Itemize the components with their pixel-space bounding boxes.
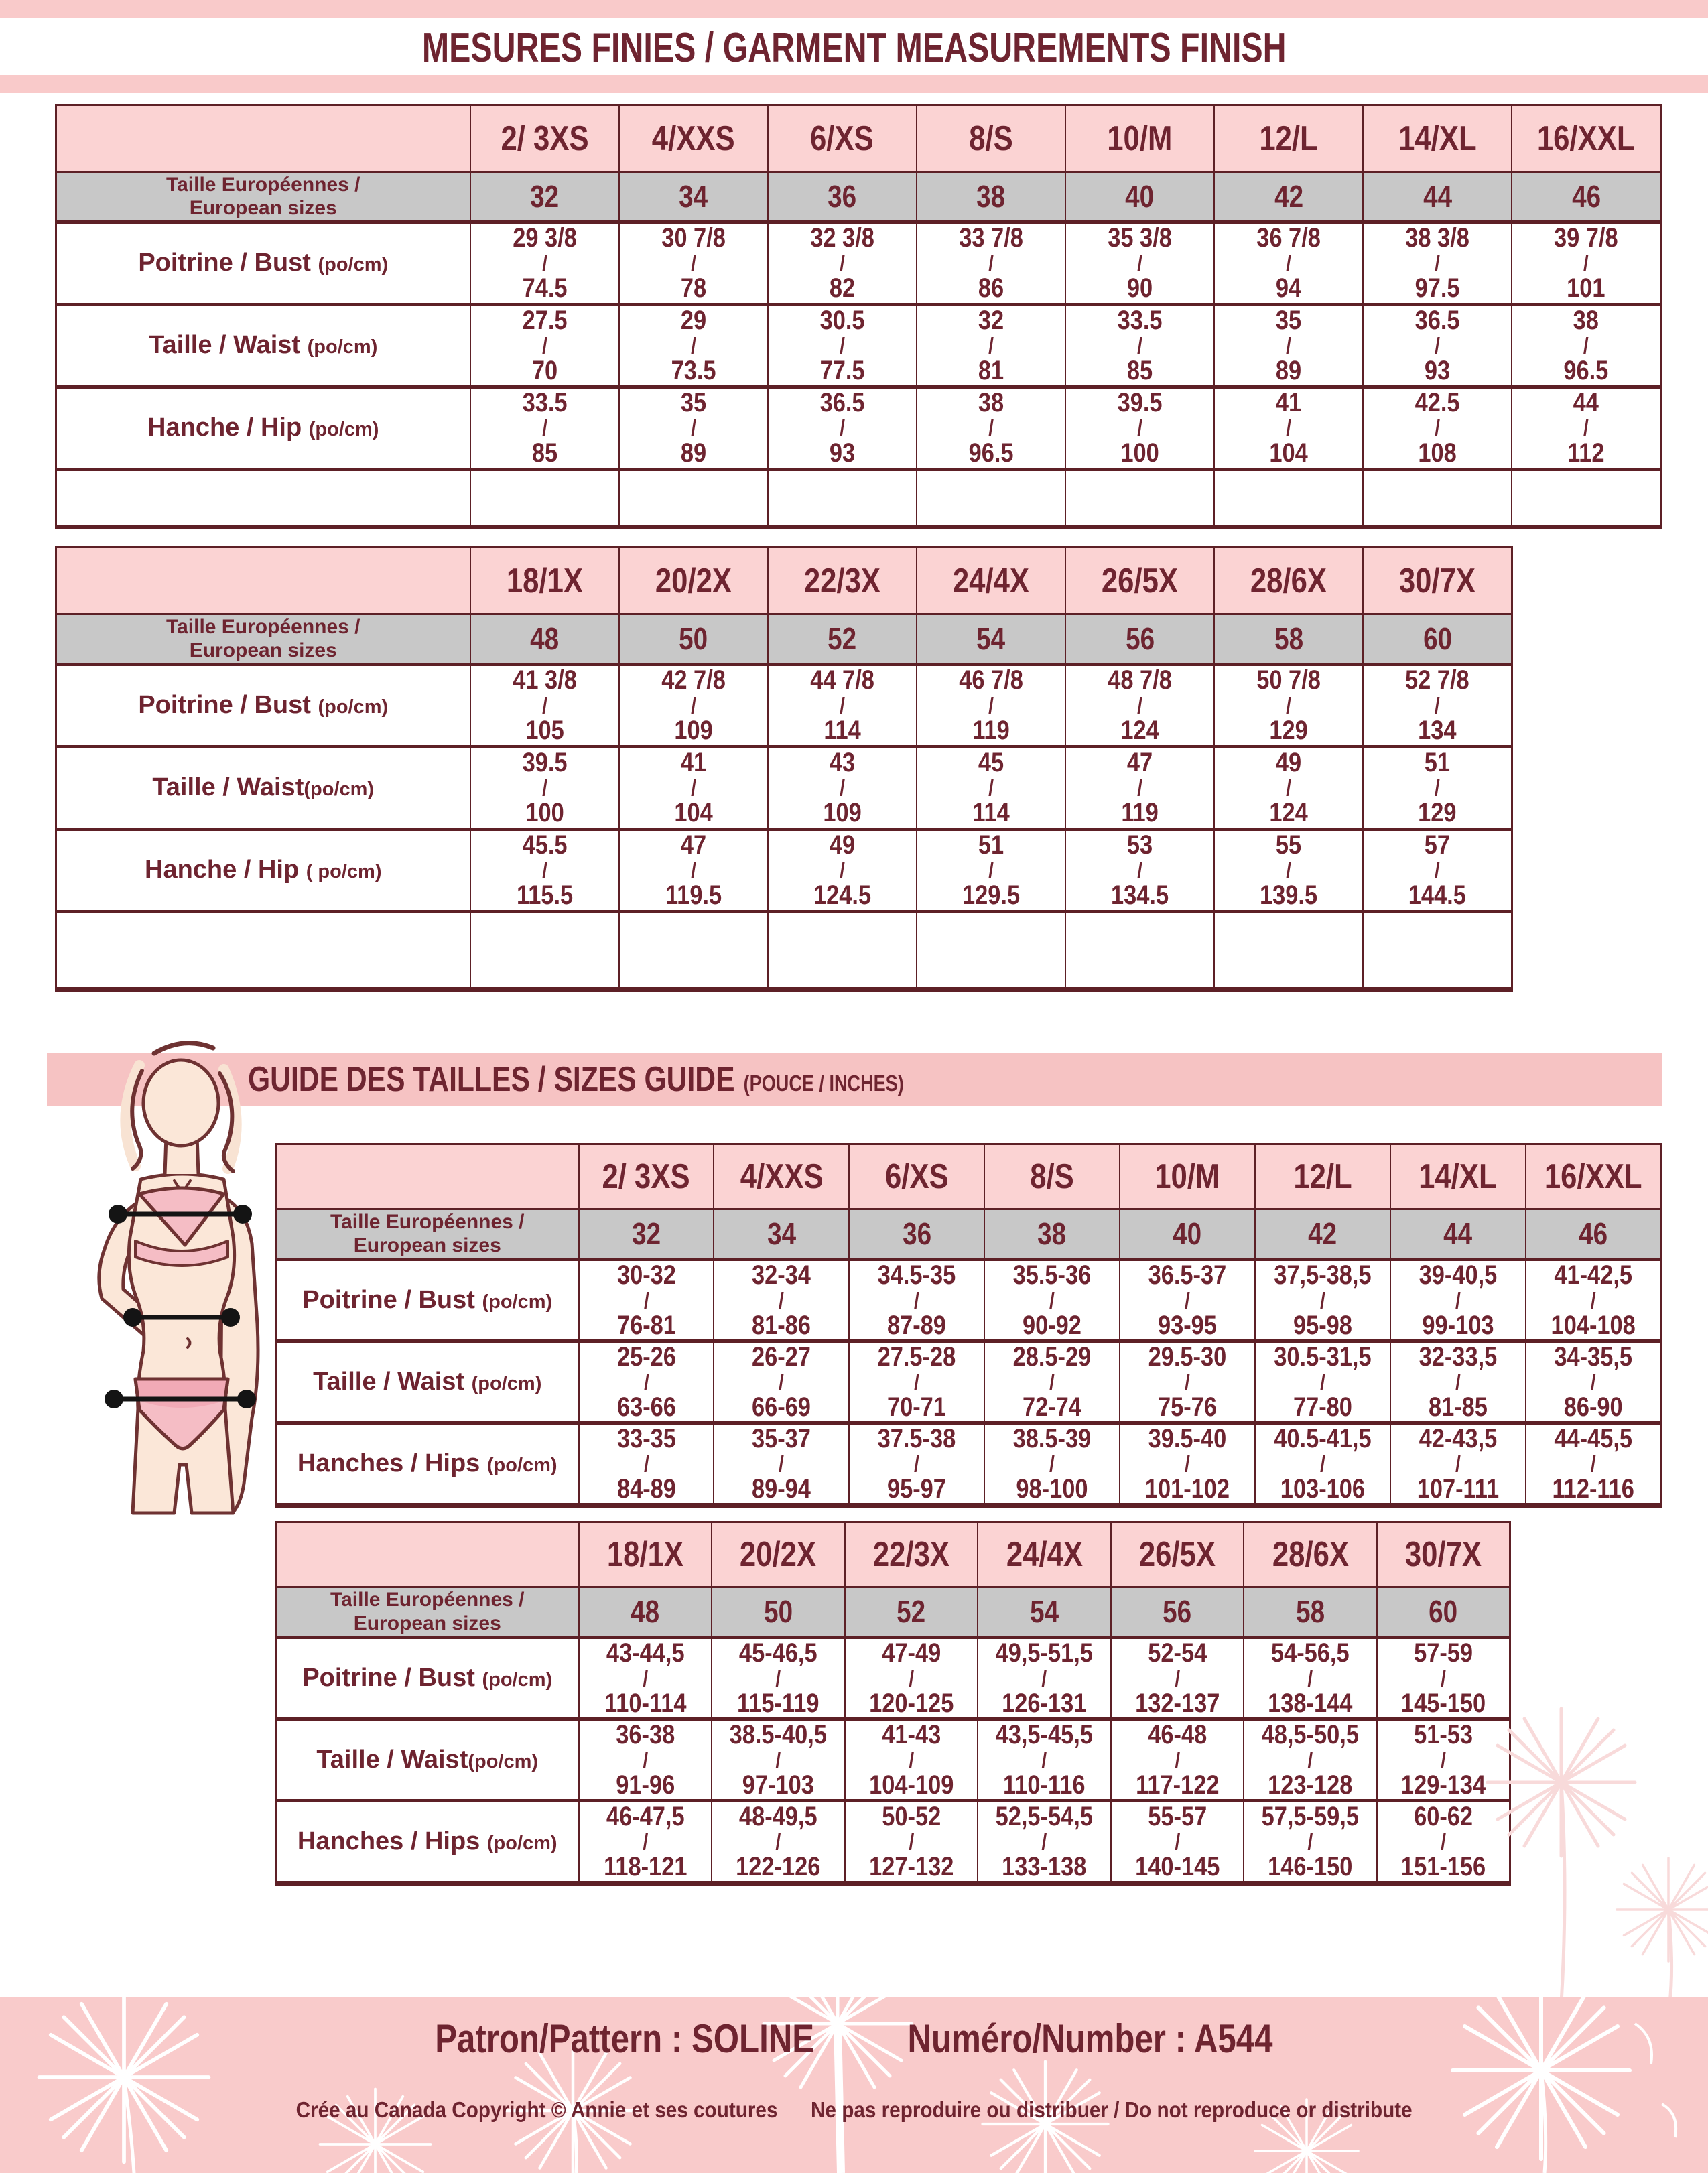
measurement-value-cell: 34-35,5 / 86-90 <box>1526 1341 1661 1423</box>
euro-size-cell: 34 <box>619 172 768 222</box>
euro-size-cell: 48 <box>470 614 619 665</box>
measurement-value-cell: 44 7/8 / 114 <box>768 664 917 746</box>
size-header-cell: 20/2X <box>712 1522 845 1587</box>
measurement-value-cell: 53 / 134.5 <box>1065 829 1214 911</box>
measurement-value-cell: 43,5-45,5 / 110-116 <box>978 1719 1111 1800</box>
measurement-value-cell: 36 7/8 / 94 <box>1214 222 1363 304</box>
copyright-text: Crée au Canada Copyright © Annie et ses coutures <box>295 2097 778 2122</box>
empty-cell <box>917 911 1065 989</box>
euro-size-cell: 60 <box>1377 1587 1510 1638</box>
measurement-value-cell: 32 / 81 <box>917 304 1065 387</box>
empty-cell <box>1065 469 1214 527</box>
sizes-guide-unit-text: (POUCE / INCHES) <box>743 1071 904 1096</box>
size-header-cell: 30/7X <box>1363 547 1512 614</box>
size-header-cell: 26/5X <box>1111 1522 1244 1587</box>
empty-cell <box>619 469 768 527</box>
empty-row <box>56 469 1661 527</box>
size-header-cell: 8/S <box>984 1144 1120 1209</box>
measurement-value-cell: 39.5 / 100 <box>1065 387 1214 469</box>
document-title <box>0 24 1708 72</box>
measurement-label-cell: Poitrine / Bust (po/cm) <box>56 222 470 304</box>
measurement-value-cell: 44 / 112 <box>1512 387 1660 469</box>
euro-size-cell: 32 <box>579 1209 714 1260</box>
dandelion-decoration-pale <box>1461 1689 1708 2003</box>
size-header-cell: 24/4X <box>978 1522 1111 1587</box>
size-header-cell: 22/3X <box>768 547 917 614</box>
measurement-value-cell: 42-43,5 / 107-111 <box>1390 1423 1526 1505</box>
euro-size-cell: 34 <box>714 1209 849 1260</box>
empty-cell <box>1363 469 1512 527</box>
european-sizes-row <box>56 172 1661 222</box>
euro-size-cell: 36 <box>768 172 917 222</box>
size-header-cell: 16/XXL <box>1512 105 1660 172</box>
euro-size-cell: 54 <box>917 614 1065 665</box>
measurement-row-waist <box>56 304 1661 387</box>
size-header-cell: 14/XL <box>1363 105 1512 172</box>
copyright-line <box>0 2097 1708 2123</box>
measurement-value-cell: 40.5-41,5 / 103-106 <box>1255 1423 1390 1505</box>
size-header-cell: 4/XXS <box>619 105 768 172</box>
measurement-value-cell: 48 7/8 / 124 <box>1065 664 1214 746</box>
euro-size-cell: 44 <box>1363 172 1512 222</box>
measurement-value-cell: 39-40,5 / 99-103 <box>1390 1259 1526 1341</box>
measurement-value-cell: 32 3/8 / 82 <box>768 222 917 304</box>
size-header-cell: 10/M <box>1120 1144 1255 1209</box>
size-header-cell: 20/2X <box>619 547 768 614</box>
euro-size-cell: 40 <box>1120 1209 1255 1260</box>
size-header-cell: 6/XS <box>849 1144 984 1209</box>
sizes-guide-table-sizes-18-30 <box>275 1521 1511 1886</box>
measurement-label-cell: Poitrine / Bust (po/cm) <box>276 1637 579 1719</box>
measurement-label-cell: Taille / Waist (po/cm) <box>56 304 470 387</box>
euro-size-cell: 42 <box>1214 172 1363 222</box>
empty-cell <box>768 911 917 989</box>
measurement-value-cell: 37.5-38 / 95-97 <box>849 1423 984 1505</box>
measurement-row-bust <box>56 664 1512 746</box>
empty-cell <box>768 469 917 527</box>
measurement-value-cell: 41-42,5 / 104-108 <box>1526 1259 1661 1341</box>
measurement-value-cell: 60-62 / 151-156 <box>1377 1800 1510 1883</box>
size-header-cell: 28/6X <box>1214 547 1363 614</box>
finished-measurements-table-sizes-18-30 <box>55 546 1513 992</box>
measurement-value-cell: 34.5-35 / 87-89 <box>849 1259 984 1341</box>
measurement-value-cell: 33 7/8 / 86 <box>917 222 1065 304</box>
measurement-value-cell: 52 7/8 / 134 <box>1363 664 1512 746</box>
measurement-value-cell: 55 / 139.5 <box>1214 829 1363 911</box>
measurement-value-cell: 47 / 119.5 <box>619 829 768 911</box>
corner-cell <box>276 1144 579 1209</box>
measurement-value-cell: 39 7/8 / 101 <box>1512 222 1660 304</box>
measurement-value-cell: 49 / 124 <box>1214 746 1363 829</box>
measurement-value-cell: 51-53 / 129-134 <box>1377 1719 1510 1800</box>
empty-cell <box>1214 911 1363 989</box>
euro-label-cell: Taille Européennes / European sizes <box>276 1587 579 1638</box>
measurement-value-cell: 46 7/8 / 119 <box>917 664 1065 746</box>
measurement-value-cell: 41 3/8 / 105 <box>470 664 619 746</box>
european-sizes-row <box>276 1587 1510 1638</box>
measurement-value-cell: 27.5 / 70 <box>470 304 619 387</box>
measurement-row-waist <box>276 1341 1661 1423</box>
measurement-value-cell: 39.5-40 / 101-102 <box>1120 1423 1255 1505</box>
euro-size-cell: 52 <box>768 614 917 665</box>
euro-size-cell: 60 <box>1363 614 1512 665</box>
body-measurement-figure <box>75 1036 296 1521</box>
measurement-row-waist <box>276 1719 1510 1800</box>
empty-cell <box>1214 469 1363 527</box>
measurement-row-hips <box>276 1423 1661 1505</box>
measurement-value-cell: 51 / 129.5 <box>917 829 1065 911</box>
measurement-value-cell: 28.5-29 / 72-74 <box>984 1341 1120 1423</box>
measurement-value-cell: 47 / 119 <box>1065 746 1214 829</box>
size-header-cell: 18/1X <box>470 547 619 614</box>
corner-cell <box>56 105 470 172</box>
measurement-value-cell: 35 / 89 <box>619 387 768 469</box>
measurement-value-cell: 36.5 / 93 <box>768 387 917 469</box>
title-underline-bar <box>0 75 1708 93</box>
measurement-value-cell: 32-34 / 81-86 <box>714 1259 849 1341</box>
footer-band <box>0 1997 1708 2173</box>
size-header-cell: 30/7X <box>1377 1522 1510 1587</box>
empty-cell <box>56 469 470 527</box>
measurement-value-cell: 33-35 / 84-89 <box>579 1423 714 1505</box>
measurement-value-cell: 35-37 / 89-94 <box>714 1423 849 1505</box>
european-sizes-row <box>56 614 1512 665</box>
measurement-value-cell: 38 / 96.5 <box>917 387 1065 469</box>
measurement-value-cell: 39.5 / 100 <box>470 746 619 829</box>
measurement-value-cell: 38 3/8 / 97.5 <box>1363 222 1512 304</box>
measurement-value-cell: 33.5 / 85 <box>470 387 619 469</box>
euro-size-cell: 50 <box>712 1587 845 1638</box>
measurement-value-cell: 38.5-39 / 98-100 <box>984 1423 1120 1505</box>
euro-size-cell: 50 <box>619 614 768 665</box>
measurement-row-hips <box>276 1800 1510 1883</box>
measurement-value-cell: 50 7/8 / 129 <box>1214 664 1363 746</box>
measurement-value-cell: 49 / 124.5 <box>768 829 917 911</box>
measurement-value-cell: 57-59 / 145-150 <box>1377 1637 1510 1719</box>
measurement-value-cell: 52,5-54,5 / 133-138 <box>978 1800 1111 1883</box>
measurement-label-cell: Hanche / Hip (po/cm) <box>56 387 470 469</box>
measurement-value-cell: 42.5 / 108 <box>1363 387 1512 469</box>
measurement-row-waist <box>56 746 1512 829</box>
size-header-cell: 18/1X <box>579 1522 712 1587</box>
measurement-value-cell: 45-46,5 / 115-119 <box>712 1637 845 1719</box>
size-header-row <box>276 1522 1510 1587</box>
pattern-name-text: Patron/Pattern : SOLINE <box>435 2016 815 2061</box>
measurement-value-cell: 52-54 / 132-137 <box>1111 1637 1244 1719</box>
measurement-value-cell: 25-26 / 63-66 <box>579 1341 714 1423</box>
euro-label-cell: Taille Européennes / European sizes <box>56 614 470 665</box>
euro-size-cell: 44 <box>1390 1209 1526 1260</box>
size-header-row <box>276 1144 1661 1209</box>
measurement-value-cell: 43 / 109 <box>768 746 917 829</box>
euro-size-cell: 58 <box>1244 1587 1377 1638</box>
measurement-label-cell: Hanche / Hip ( po/cm) <box>56 829 470 911</box>
measurement-value-cell: 54-56,5 / 138-144 <box>1244 1637 1377 1719</box>
measurement-label-cell: Taille / Waist(po/cm) <box>276 1719 579 1800</box>
euro-size-cell: 32 <box>470 172 619 222</box>
size-header-cell: 24/4X <box>917 547 1065 614</box>
document-title-text: MESURES FINIES / GARMENT MEASUREMENTS FINISH <box>421 25 1287 71</box>
euro-size-cell: 38 <box>984 1209 1120 1260</box>
measurement-value-cell: 57 / 144.5 <box>1363 829 1512 911</box>
size-header-cell: 22/3X <box>845 1522 978 1587</box>
measurement-label-cell: Taille / Waist(po/cm) <box>56 746 470 829</box>
euro-label-cell: Taille Européennes / European sizes <box>276 1209 579 1260</box>
euro-label-cell: Taille Européennes / European sizes <box>56 172 470 222</box>
measurement-value-cell: 36-38 / 91-96 <box>579 1719 712 1800</box>
euro-size-cell: 56 <box>1065 614 1214 665</box>
european-sizes-row <box>276 1209 1661 1260</box>
measurement-value-cell: 50-52 / 127-132 <box>845 1800 978 1883</box>
empty-cell <box>470 469 619 527</box>
measurement-row-hip <box>56 829 1512 911</box>
euro-size-cell: 40 <box>1065 172 1214 222</box>
euro-size-cell: 46 <box>1512 172 1660 222</box>
measurement-figure-illustration <box>75 1036 296 1521</box>
size-header-cell: 2/ 3XS <box>579 1144 714 1209</box>
measurement-row-bust <box>56 222 1661 304</box>
size-header-cell: 26/5X <box>1065 547 1214 614</box>
measurement-value-cell: 42 7/8 / 109 <box>619 664 768 746</box>
measurement-value-cell: 29.5-30 / 75-76 <box>1120 1341 1255 1423</box>
measurement-label-cell: Taille / Waist (po/cm) <box>276 1341 579 1423</box>
size-header-row <box>56 547 1512 614</box>
measurement-value-cell: 57,5-59,5 / 146-150 <box>1244 1800 1377 1883</box>
measurement-label-cell: Hanches / Hips (po/cm) <box>276 1800 579 1883</box>
empty-cell <box>1065 911 1214 989</box>
euro-size-cell: 36 <box>849 1209 984 1260</box>
measurement-row-hip <box>56 387 1661 469</box>
measurement-value-cell: 38 / 96.5 <box>1512 304 1660 387</box>
measurement-value-cell: 38.5-40,5 / 97-103 <box>712 1719 845 1800</box>
measurement-value-cell: 36.5-37 / 93-95 <box>1120 1259 1255 1341</box>
measurement-value-cell: 48,5-50,5 / 123-128 <box>1244 1719 1377 1800</box>
no-reproduce-text: Ne pas reproduire ou distribuer / Do not reproduce or distribute <box>810 2097 1413 2122</box>
size-header-cell: 12/L <box>1255 1144 1390 1209</box>
measurement-value-cell: 33.5 / 85 <box>1065 304 1214 387</box>
measurement-value-cell: 35 3/8 / 90 <box>1065 222 1214 304</box>
empty-cell <box>56 911 470 989</box>
measurement-label-cell: Poitrine / Bust (po/cm) <box>276 1259 579 1341</box>
measurement-label-cell: Hanches / Hips (po/cm) <box>276 1423 579 1505</box>
measurement-value-cell: 30.5 / 77.5 <box>768 304 917 387</box>
size-header-cell: 16/XXL <box>1526 1144 1661 1209</box>
corner-cell <box>276 1522 579 1587</box>
measurement-value-cell: 44-45,5 / 112-116 <box>1526 1423 1661 1505</box>
measurement-value-cell: 49,5-51,5 / 126-131 <box>978 1637 1111 1719</box>
size-header-cell: 6/XS <box>768 105 917 172</box>
measurement-value-cell: 41-43 / 104-109 <box>845 1719 978 1800</box>
empty-row <box>56 911 1512 989</box>
measurement-value-cell: 29 / 73.5 <box>619 304 768 387</box>
euro-size-cell: 58 <box>1214 614 1363 665</box>
euro-size-cell: 38 <box>917 172 1065 222</box>
measurement-value-cell: 48-49,5 / 122-126 <box>712 1800 845 1883</box>
euro-size-cell: 48 <box>579 1587 712 1638</box>
pattern-number-text: Numéro/Number : A544 <box>907 2016 1273 2061</box>
pattern-info-line <box>0 2016 1708 2062</box>
empty-cell <box>619 911 768 989</box>
measurement-value-cell: 45 / 114 <box>917 746 1065 829</box>
measurement-row-bust <box>276 1259 1661 1341</box>
sizes-guide-title-text: GUIDE DES TAILLES / SIZES GUIDE <box>248 1060 735 1099</box>
measurement-value-cell: 35.5-36 / 90-92 <box>984 1259 1120 1341</box>
measurement-value-cell: 51 / 129 <box>1363 746 1512 829</box>
sizes-guide-table-sizes-2-16 <box>275 1143 1662 1508</box>
measurement-value-cell: 43-44,5 / 110-114 <box>579 1637 712 1719</box>
measurement-value-cell: 29 3/8 / 74.5 <box>470 222 619 304</box>
empty-cell <box>1363 911 1512 989</box>
measurement-value-cell: 46-48 / 117-122 <box>1111 1719 1244 1800</box>
measurement-value-cell: 41 / 104 <box>1214 387 1363 469</box>
measurement-row-bust <box>276 1637 1510 1719</box>
top-accent-bar <box>0 0 1708 18</box>
measurement-value-cell: 36.5 / 93 <box>1363 304 1512 387</box>
measurement-value-cell: 30-32 / 76-81 <box>579 1259 714 1341</box>
measurement-value-cell: 26-27 / 66-69 <box>714 1341 849 1423</box>
measurement-value-cell: 41 / 104 <box>619 746 768 829</box>
size-header-cell: 14/XL <box>1390 1144 1526 1209</box>
size-header-cell: 12/L <box>1214 105 1363 172</box>
corner-cell <box>56 547 470 614</box>
euro-size-cell: 52 <box>845 1587 978 1638</box>
size-header-cell: 2/ 3XS <box>470 105 619 172</box>
euro-size-cell: 54 <box>978 1587 1111 1638</box>
measurement-label-cell: Poitrine / Bust (po/cm) <box>56 664 470 746</box>
euro-size-cell: 56 <box>1111 1587 1244 1638</box>
size-header-cell: 4/XXS <box>714 1144 849 1209</box>
size-header-row <box>56 105 1661 172</box>
measurement-value-cell: 32-33,5 / 81-85 <box>1390 1341 1526 1423</box>
measurement-value-cell: 47-49 / 120-125 <box>845 1637 978 1719</box>
finished-measurements-table-sizes-2-16 <box>55 104 1662 529</box>
measurement-value-cell: 35 / 89 <box>1214 304 1363 387</box>
measurement-value-cell: 37,5-38,5 / 95-98 <box>1255 1259 1390 1341</box>
measurement-value-cell: 30 7/8 / 78 <box>619 222 768 304</box>
measurement-value-cell: 46-47,5 / 118-121 <box>579 1800 712 1883</box>
measurement-value-cell: 45.5 / 115.5 <box>470 829 619 911</box>
empty-cell <box>917 469 1065 527</box>
empty-cell <box>1512 469 1660 527</box>
measurement-value-cell: 55-57 / 140-145 <box>1111 1800 1244 1883</box>
euro-size-cell: 46 <box>1526 1209 1661 1260</box>
size-header-cell: 28/6X <box>1244 1522 1377 1587</box>
euro-size-cell: 42 <box>1255 1209 1390 1260</box>
size-header-cell: 10/M <box>1065 105 1214 172</box>
empty-cell <box>470 911 619 989</box>
measurement-value-cell: 27.5-28 / 70-71 <box>849 1341 984 1423</box>
size-header-cell: 8/S <box>917 105 1065 172</box>
measurement-value-cell: 30.5-31,5 / 77-80 <box>1255 1341 1390 1423</box>
